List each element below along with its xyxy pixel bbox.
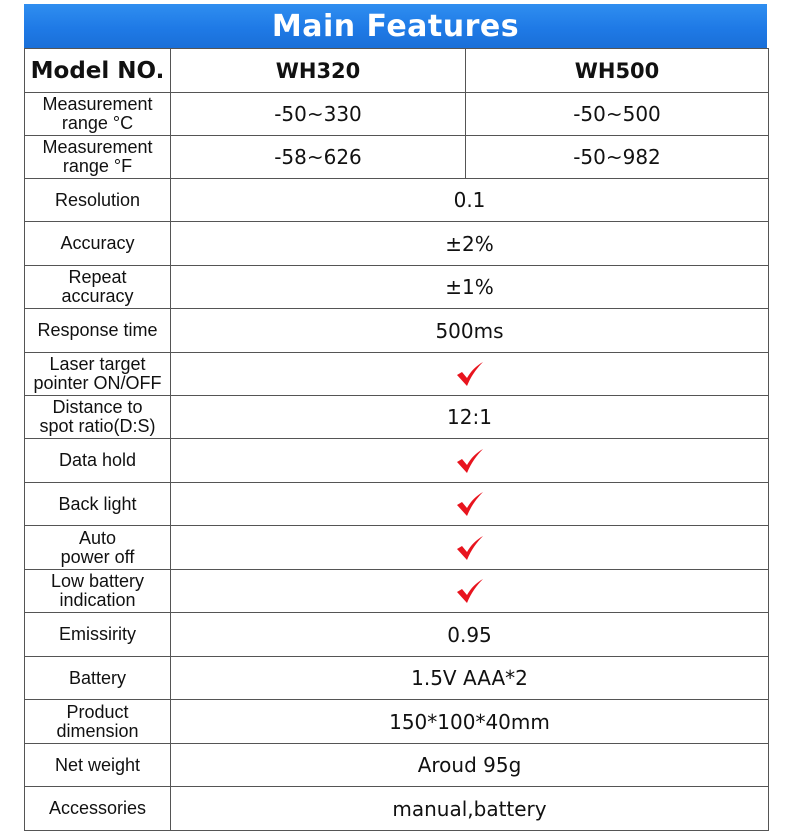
table-row [25, 353, 769, 396]
check-mark-icon [455, 491, 485, 517]
row-label-line: Accessories [48, 798, 147, 818]
table-row [25, 136, 769, 179]
model-wh500-header: WH500 [466, 49, 769, 93]
table-header-row [25, 49, 769, 93]
table-row [25, 787, 769, 831]
check-mark-icon [455, 578, 485, 604]
value-shared: ±1% [171, 266, 769, 309]
row-label [25, 136, 171, 179]
row-label-line: spot ratio(D:S) [39, 416, 156, 436]
features-table [24, 48, 769, 831]
value-shared: 150*100*40mm [171, 700, 769, 744]
row-label-line: Battery [68, 667, 127, 688]
row-label-line: Distance to [52, 397, 143, 417]
row-label [25, 353, 171, 396]
table-row [25, 222, 769, 266]
table-row [25, 179, 769, 222]
row-label [25, 309, 171, 353]
table-row [25, 744, 769, 787]
row-label [25, 179, 171, 222]
row-label-line: pointer ON/OFF [33, 373, 162, 393]
row-label-line: range °C [61, 113, 134, 133]
table-row [25, 657, 769, 700]
value-shared: manual,battery [171, 787, 769, 831]
row-label-line: Resolution [54, 189, 141, 210]
row-label-line: Data hold [58, 450, 137, 470]
value-check [171, 570, 769, 613]
row-label-line: Net weight [54, 754, 141, 775]
row-label-line: Measurement [42, 94, 153, 114]
row-label-line: Laser target [49, 354, 146, 374]
value-check [171, 526, 769, 570]
row-label [25, 396, 171, 439]
row-label-line: Measurement [42, 137, 153, 157]
row-label-line: Repeat [68, 267, 127, 287]
table-row [25, 396, 769, 439]
value-shared: 500ms [171, 309, 769, 353]
check-mark-icon [455, 448, 485, 474]
row-label-line: Low battery [50, 571, 145, 591]
value-shared: Aroud 95g [171, 744, 769, 787]
table-row [25, 570, 769, 613]
page-title: Main Features [24, 4, 767, 48]
value-shared: 1.5V AAA*2 [171, 657, 769, 700]
row-label-line: Response time [37, 320, 158, 340]
value-shared: 0.1 [171, 179, 769, 222]
row-label-line: Product [66, 701, 129, 722]
value-wh320: -58~626 [171, 136, 466, 179]
table-row [25, 526, 769, 570]
table-row [25, 439, 769, 483]
row-label-line: range °F [62, 156, 133, 176]
check-mark-icon [455, 361, 485, 387]
value-check [171, 353, 769, 396]
row-label-line: power off [60, 546, 135, 567]
row-label [25, 700, 171, 744]
value-wh320: -50~330 [171, 93, 466, 136]
row-label [25, 222, 171, 266]
row-label [25, 613, 171, 657]
model-wh320-header: WH320 [171, 49, 466, 93]
row-label-line: indication [59, 590, 136, 610]
model-no-header: Model NO. [25, 49, 171, 93]
row-label [25, 526, 171, 570]
row-label-line: dimension [56, 720, 139, 741]
table-row [25, 483, 769, 526]
row-label [25, 787, 171, 831]
row-label [25, 93, 171, 136]
table-row [25, 93, 769, 136]
value-shared: 0.95 [171, 613, 769, 657]
value-wh500: -50~982 [466, 136, 769, 179]
row-label [25, 570, 171, 613]
row-label-line: Back light [58, 493, 137, 514]
table-row [25, 613, 769, 657]
table-row [25, 266, 769, 309]
value-wh500: -50~500 [466, 93, 769, 136]
row-label-line: Emissirity [59, 624, 136, 644]
row-label-line: accuracy [61, 286, 134, 306]
row-label [25, 439, 171, 483]
check-mark-icon [455, 535, 485, 561]
row-label [25, 657, 171, 700]
row-label-line: Auto [78, 527, 117, 548]
table-row [25, 309, 769, 353]
row-label-line: Accuracy [60, 233, 135, 253]
row-label [25, 483, 171, 526]
row-label [25, 266, 171, 309]
value-check [171, 439, 769, 483]
value-shared: ±2% [171, 222, 769, 266]
value-shared: 12:1 [171, 396, 769, 439]
table-row [25, 700, 769, 744]
row-label [25, 744, 171, 787]
value-check [171, 483, 769, 526]
